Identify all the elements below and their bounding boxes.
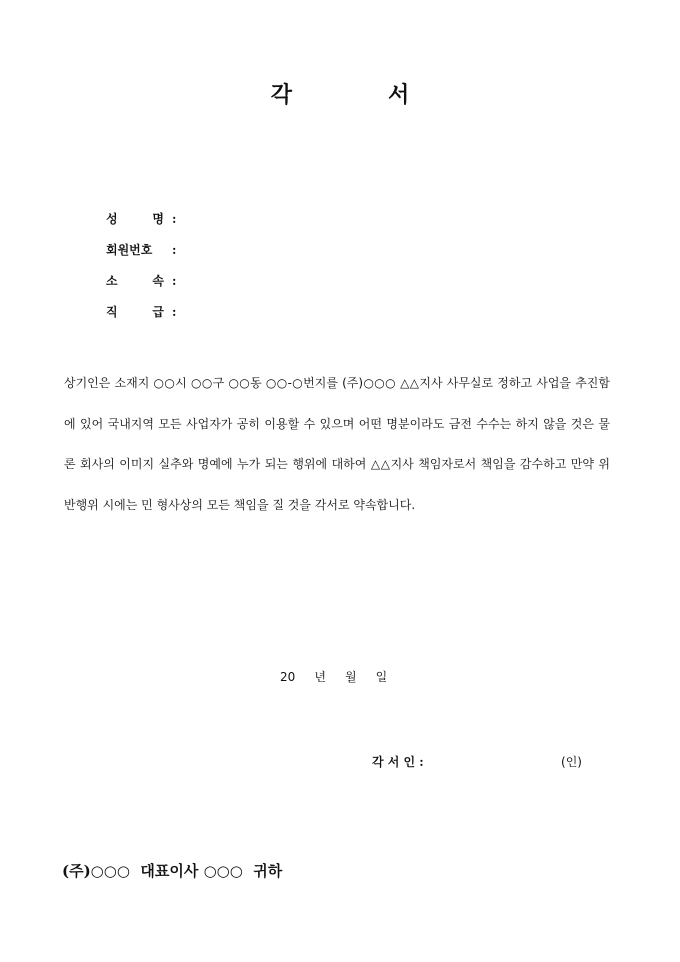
pledge-body-text: 상기인은 소재지 ○○시 ○○구 ○○동 ○○-○번지를 (주)○○○ △△지사 사무실로 정하고 사업을 추진함에 있어 국내지역 모든 사업자가 공히 이용할 수 있으며 어떤 명분이라도 금전 수수는 하지 않을 것은 물론 회사의 이미지 실추와 명예에 누가 되는 행위에 대하여 △△지사 책임자로서 책임을 감수하고 만약 위반행위 시에는 민 형사상의 모든 책임을 질 것을 각서로 약속합니다.	[64, 376, 610, 512]
field-member-number-label: 회원번호	[106, 243, 153, 257]
title-left-char: 각	[270, 82, 292, 108]
field-rank	[106, 296, 176, 327]
info-fields	[106, 203, 176, 327]
document-title	[0, 78, 680, 109]
signer-line	[372, 753, 582, 770]
field-name	[106, 203, 176, 234]
field-affiliation-label: 소 속	[106, 274, 164, 288]
field-rank-label: 직 급	[106, 305, 164, 319]
field-affiliation	[106, 265, 176, 296]
field-member-number	[106, 234, 176, 265]
addressee: (주)○○○ 대표이사 ○○○ 귀하	[62, 862, 283, 880]
field-name-label: 성 명	[106, 212, 164, 226]
seal-mark: (인)	[561, 755, 582, 769]
date-line: 20 년 월 일	[280, 670, 388, 684]
field-name-colon: :	[172, 211, 177, 226]
signer-label: 각 서 인 :	[372, 755, 424, 769]
field-rank-colon: :	[172, 304, 177, 319]
field-member-number-colon: :	[172, 242, 177, 257]
field-affiliation-colon: :	[172, 273, 177, 288]
title-right-char: 서	[388, 82, 410, 108]
